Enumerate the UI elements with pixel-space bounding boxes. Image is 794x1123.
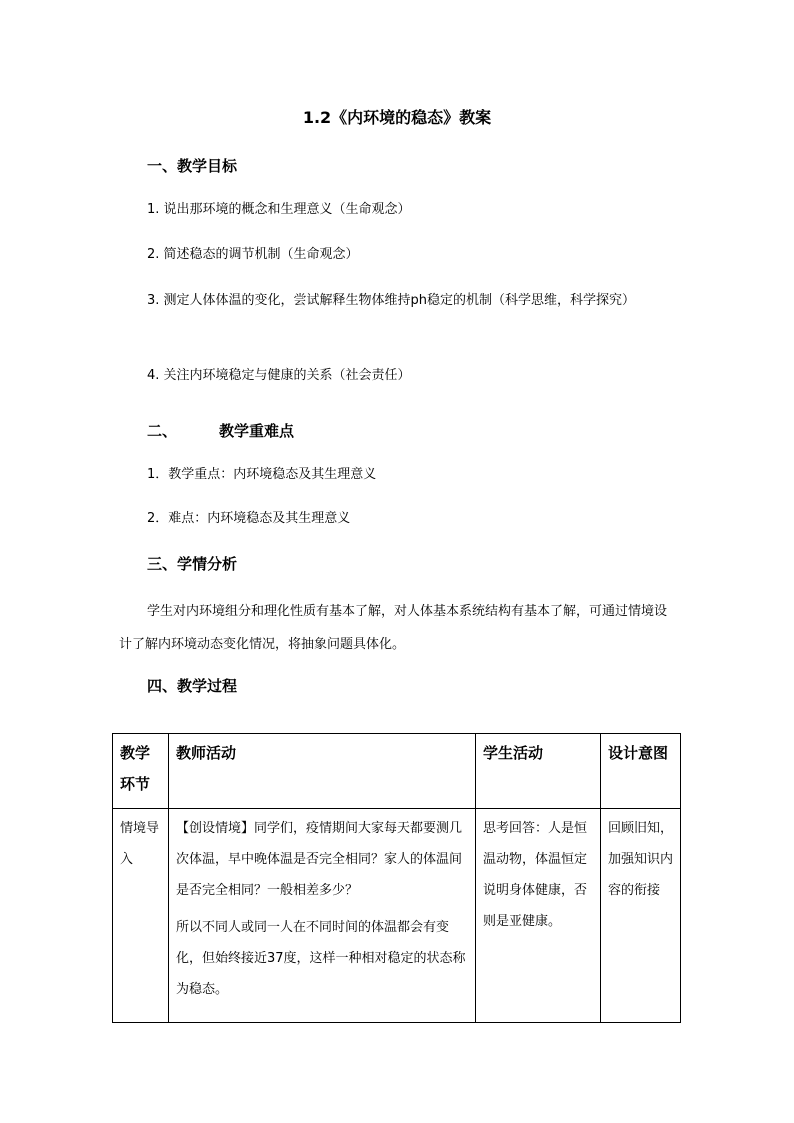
section-heading-key-points	[147, 420, 294, 442]
cell-design-intent: 回顾旧知，加强知识内容的衔接	[601, 809, 681, 1023]
cell-student-activity: 思考回答：人是恒温动物，体温恒定说明身体健康，否则是亚健康。	[476, 809, 601, 1023]
section-heading-text: 教学重难点	[219, 422, 295, 440]
key-point-item-1: 1．教学重点：内环境稳态及其生理意义	[147, 467, 377, 482]
table-row	[113, 809, 681, 1023]
analysis-paragraph: 学生对内环境组分和理化性质有基本了解，对人体基本系统结构有基本了解，可通过情境设计了解内环境动态变化情况，将抽象问题具体化。	[119, 604, 668, 652]
table-header-row	[113, 734, 681, 809]
teacher-activity-paragraph-2: 所以不同人或同一人在不同时间的体温都会有变化，但始终接近37度，这样一种相对稳定的状态称为稳态。	[176, 920, 466, 997]
header-stage: 教学环节	[113, 734, 169, 809]
teacher-activity-paragraph-1: 【创设情境】同学们，疫情期间大家每天都要测几次体温，早中晚体温是否完全相同？家人的体温间是否完全相同？一般相差多少？	[176, 821, 463, 898]
cell-teacher-activity	[169, 809, 476, 1023]
header-design-intent: 设计意图	[601, 734, 681, 809]
document-title: 1.2《内环境的稳态》教案	[302, 108, 492, 127]
objective-item-1: 1. 说出那环境的概念和生理意义（生命观念）	[147, 202, 411, 217]
header-student-activity: 学生活动	[476, 734, 601, 809]
key-point-item-2: 2．难点：内环境稳态及其生理意义	[147, 511, 351, 526]
section-heading-analysis: 三、学情分析	[147, 555, 238, 573]
objective-item-2: 2. 简述稳态的调节机制（生命观念）	[147, 247, 359, 262]
header-teacher-activity: 教师活动	[169, 734, 476, 809]
section-heading-objectives: 一、教学目标	[147, 157, 238, 175]
objective-item-3: 3. 测定人体体温的变化，尝试解释生物体维持ph稳定的机制（科学思维，科学探究）	[147, 293, 636, 308]
teaching-process-table	[112, 733, 681, 1023]
section-heading-process: 四、教学过程	[147, 677, 238, 695]
section-heading-number: 二、	[147, 422, 178, 440]
objective-item-4: 4. 关注内环境稳定与健康的关系（社会责任）	[147, 368, 411, 383]
cell-stage: 情境导入	[113, 809, 169, 1023]
